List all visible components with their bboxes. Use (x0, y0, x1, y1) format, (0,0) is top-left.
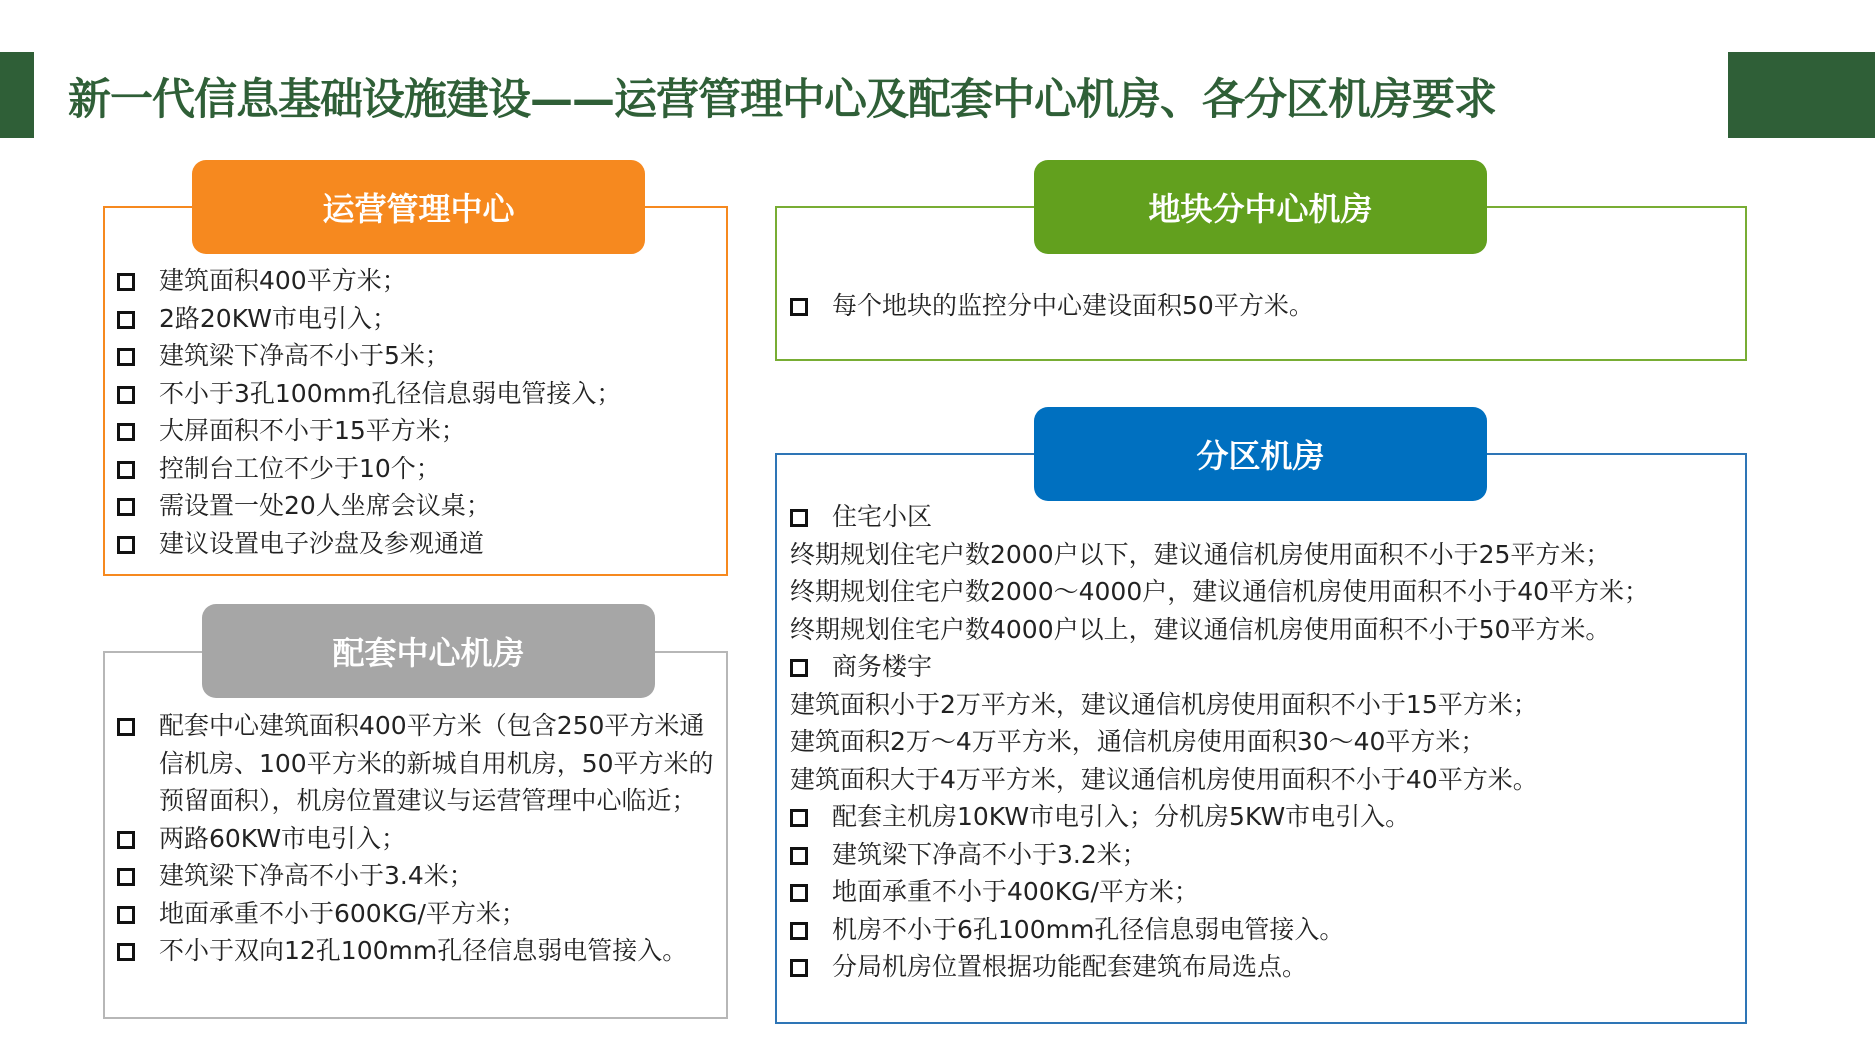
list-item: 每个地块的监控分中心建设面积50平方米。 (790, 287, 1730, 325)
square-bullet-icon (117, 461, 135, 479)
list-item: 配套中心建筑面积400平方米（包含250平方米通信机房、100平方米的新城自用机房，50平方米的预留面积），机房位置建议与运营管理中心临近； (117, 707, 719, 820)
support-center-list (117, 707, 719, 970)
list-item: 地面承重不小于400KG/平方米； (790, 873, 1735, 911)
list-item: 不小于双向12孔100mm孔径信息弱电管接入。 (117, 932, 719, 970)
list-item: 建筑梁下净高不小于3.2米； (790, 836, 1735, 874)
commercial-line: 建筑面积大于4万平方米，建议通信机房使用面积不小于40平方米。 (790, 764, 1538, 794)
zone-rooms-list (790, 498, 1735, 986)
list-item: 分局机房位置根据功能配套建筑布局选点。 (790, 948, 1735, 986)
square-bullet-icon (117, 311, 135, 329)
list-item: 建筑面积400平方米； (117, 262, 717, 300)
square-bullet-icon (117, 423, 135, 441)
zone-rooms-header (1034, 407, 1487, 501)
commercial-line: 建筑面积小于2万平方米，建议通信机房使用面积不小于15平方米； (790, 689, 1538, 719)
list-item: 控制台工位不少于10个； (117, 450, 717, 488)
square-bullet-icon (790, 298, 808, 316)
square-bullet-icon (117, 906, 135, 924)
support-center-title: 配套中心机房 (332, 634, 525, 672)
commercial-heading: 商务楼宇 (790, 648, 1735, 686)
residential-line: 终期规划住宅户数4000户以上，建议通信机房使用面积不小于50平方米。 (790, 614, 1611, 644)
operations-center-header (192, 160, 645, 254)
list-item: 大屏面积不小于15平方米； (117, 412, 717, 450)
square-bullet-icon (117, 386, 135, 404)
square-bullet-icon (117, 348, 135, 366)
square-bullet-icon (790, 847, 808, 865)
plot-center-title: 地块分中心机房 (1148, 190, 1373, 228)
residential-line: 终期规划住宅户数2000～4000户，建议通信机房使用面积不小于40平方米； (790, 577, 1650, 606)
square-bullet-icon (790, 509, 808, 527)
list-item: 两路60KW市电引入； (117, 820, 719, 858)
list-item: 地面承重不小于600KG/平方米； (117, 895, 719, 933)
square-bullet-icon (790, 809, 808, 827)
title-accent-bar-right (1728, 52, 1875, 138)
square-bullet-icon (117, 831, 135, 849)
list-item: 机房不小于6孔100mm孔径信息弱电管接入。 (790, 911, 1735, 949)
title-accent-bar-left (0, 52, 34, 138)
commercial-line: 建筑面积2万～4万平方米，通信机房使用面积30～40平方米； (790, 727, 1486, 756)
residential-heading: 住宅小区 (790, 498, 1735, 536)
list-item: 不小于3孔100mm孔径信息弱电管接入； (117, 375, 717, 413)
plot-center-header (1034, 160, 1487, 254)
square-bullet-icon (117, 718, 135, 736)
list-item: 建筑梁下净高不小于5米； (117, 337, 717, 375)
page-title: 新一代信息基础设施建设——运营管理中心及配套中心机房、各分区机房要求 (68, 75, 1496, 125)
plot-center-list (790, 287, 1730, 325)
square-bullet-icon (790, 884, 808, 902)
operations-center-title: 运营管理中心 (322, 190, 515, 228)
square-bullet-icon (790, 959, 808, 977)
list-item: 建筑梁下净高不小于3.4米； (117, 857, 719, 895)
square-bullet-icon (790, 659, 808, 677)
square-bullet-icon (117, 943, 135, 961)
residential-line: 终期规划住宅户数2000户以下，建议通信机房使用面积不小于25平方米； (790, 539, 1611, 569)
zone-rooms-title: 分区机房 (1196, 437, 1325, 475)
square-bullet-icon (117, 273, 135, 291)
square-bullet-icon (117, 498, 135, 516)
square-bullet-icon (117, 536, 135, 554)
support-center-header (202, 604, 655, 698)
square-bullet-icon (117, 868, 135, 886)
list-item: 需设置一处20人坐席会议桌； (117, 487, 717, 525)
list-item: 建议设置电子沙盘及参观通道 (117, 525, 717, 563)
square-bullet-icon (790, 922, 808, 940)
list-item: 配套主机房10KW市电引入；分机房5KW市电引入。 (790, 798, 1735, 836)
operations-center-list (117, 262, 717, 562)
list-item: 2路20KW市电引入； (117, 300, 717, 338)
